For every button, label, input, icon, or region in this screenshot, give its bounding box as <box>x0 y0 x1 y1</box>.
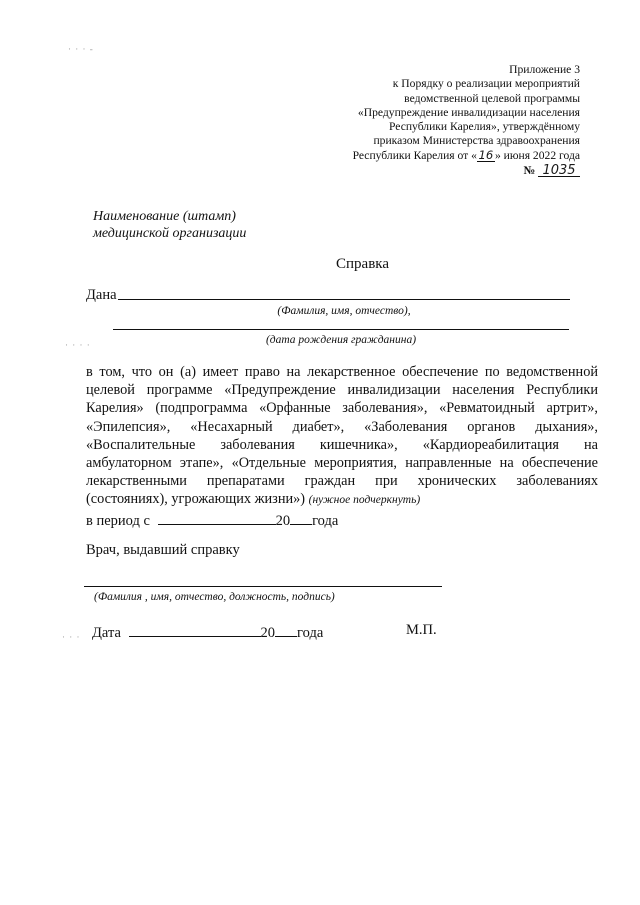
handwritten-doc-number: 1035 <box>538 165 580 177</box>
period-row <box>86 510 338 530</box>
appendix-line-4: «Предупреждение инвалидизации населения <box>357 105 580 119</box>
period-year-suffix: года <box>312 513 339 529</box>
scan-mark-middle: · · · · <box>65 340 91 350</box>
stamp-label <box>93 208 246 242</box>
period-year-blank <box>290 510 312 525</box>
date-year-suffix: года <box>297 625 324 641</box>
appendix-date-prefix: Республики Карелия от « <box>352 148 477 162</box>
seal-label: М.П. <box>406 622 437 638</box>
caption-birth-date: (дата рождения гражданина) <box>265 334 417 346</box>
stamp-label-line-2: медицинской организации <box>93 226 247 241</box>
doc-number-line <box>330 164 580 178</box>
birth-date-line <box>113 329 569 330</box>
period-date-blank <box>158 510 276 525</box>
doctor-label: Врач, выдавший справку <box>86 542 240 558</box>
appendix-header <box>330 63 580 178</box>
period-year-prefix: 20 <box>275 513 291 529</box>
appendix-date-line <box>330 149 580 163</box>
period-label: в период с <box>86 513 150 529</box>
stamp-label-line-1: Наименование (штамп) <box>93 209 236 224</box>
handwritten-day: 16 <box>478 147 494 162</box>
date-label: Дата <box>92 625 121 641</box>
date-year-prefix: 20 <box>260 625 276 641</box>
appendix-line-3: ведомственной целевой программы <box>404 91 580 105</box>
appendix-date-suffix: » июня 2022 года <box>494 148 580 162</box>
appendix-line-6: приказом Министерства здравоохранения <box>373 134 580 148</box>
date-year-blank <box>275 622 297 637</box>
date-blank <box>129 622 261 637</box>
caption-fio: (Фамилия, имя, отчество), <box>277 305 411 317</box>
scan-mark-top: · · · - <box>68 44 94 54</box>
doctor-signature-line <box>84 586 442 587</box>
recipient-name-line <box>118 299 570 300</box>
appendix-line-1: Приложение 3 <box>509 63 580 76</box>
date-row <box>92 622 323 642</box>
underline-note: (нужное подчеркнуть) <box>308 494 421 507</box>
appendix-line-2: к Порядку о реализации мероприятий <box>392 77 580 91</box>
doc-number-sign: № <box>523 164 536 178</box>
appendix-line-5: Республики Карелия», утверждённому <box>388 120 580 134</box>
scan-mark-bottom: · · · <box>62 632 81 642</box>
document-title: Справка <box>336 256 389 272</box>
dana-label: Дана <box>86 287 117 303</box>
caption-doctor: (Фамилия , имя, отчество, должность, подпись) <box>94 591 335 603</box>
body-text: в том, что он (а) имеет право на лекарственное обеспечение по ведомственной целевой программе «Предупреждение инвалидизации населения Республики Карелия» (подпрограмма «Орфанные заболевания», «Ревматоидный артрит», «Эпилепсия», «Несахарный диабет», «Заболевания органов дыхания», «Воспалительные заболевания кишечника», «Кардиореабилитация на амбулаторном этапе», «Отдельные мероприятия, направленные на обеспечение лекарственными препаратами граждан при хронических заболеваниях (состояниях), угрожающих жизни») <box>86 364 598 508</box>
body-paragraph <box>86 363 598 510</box>
